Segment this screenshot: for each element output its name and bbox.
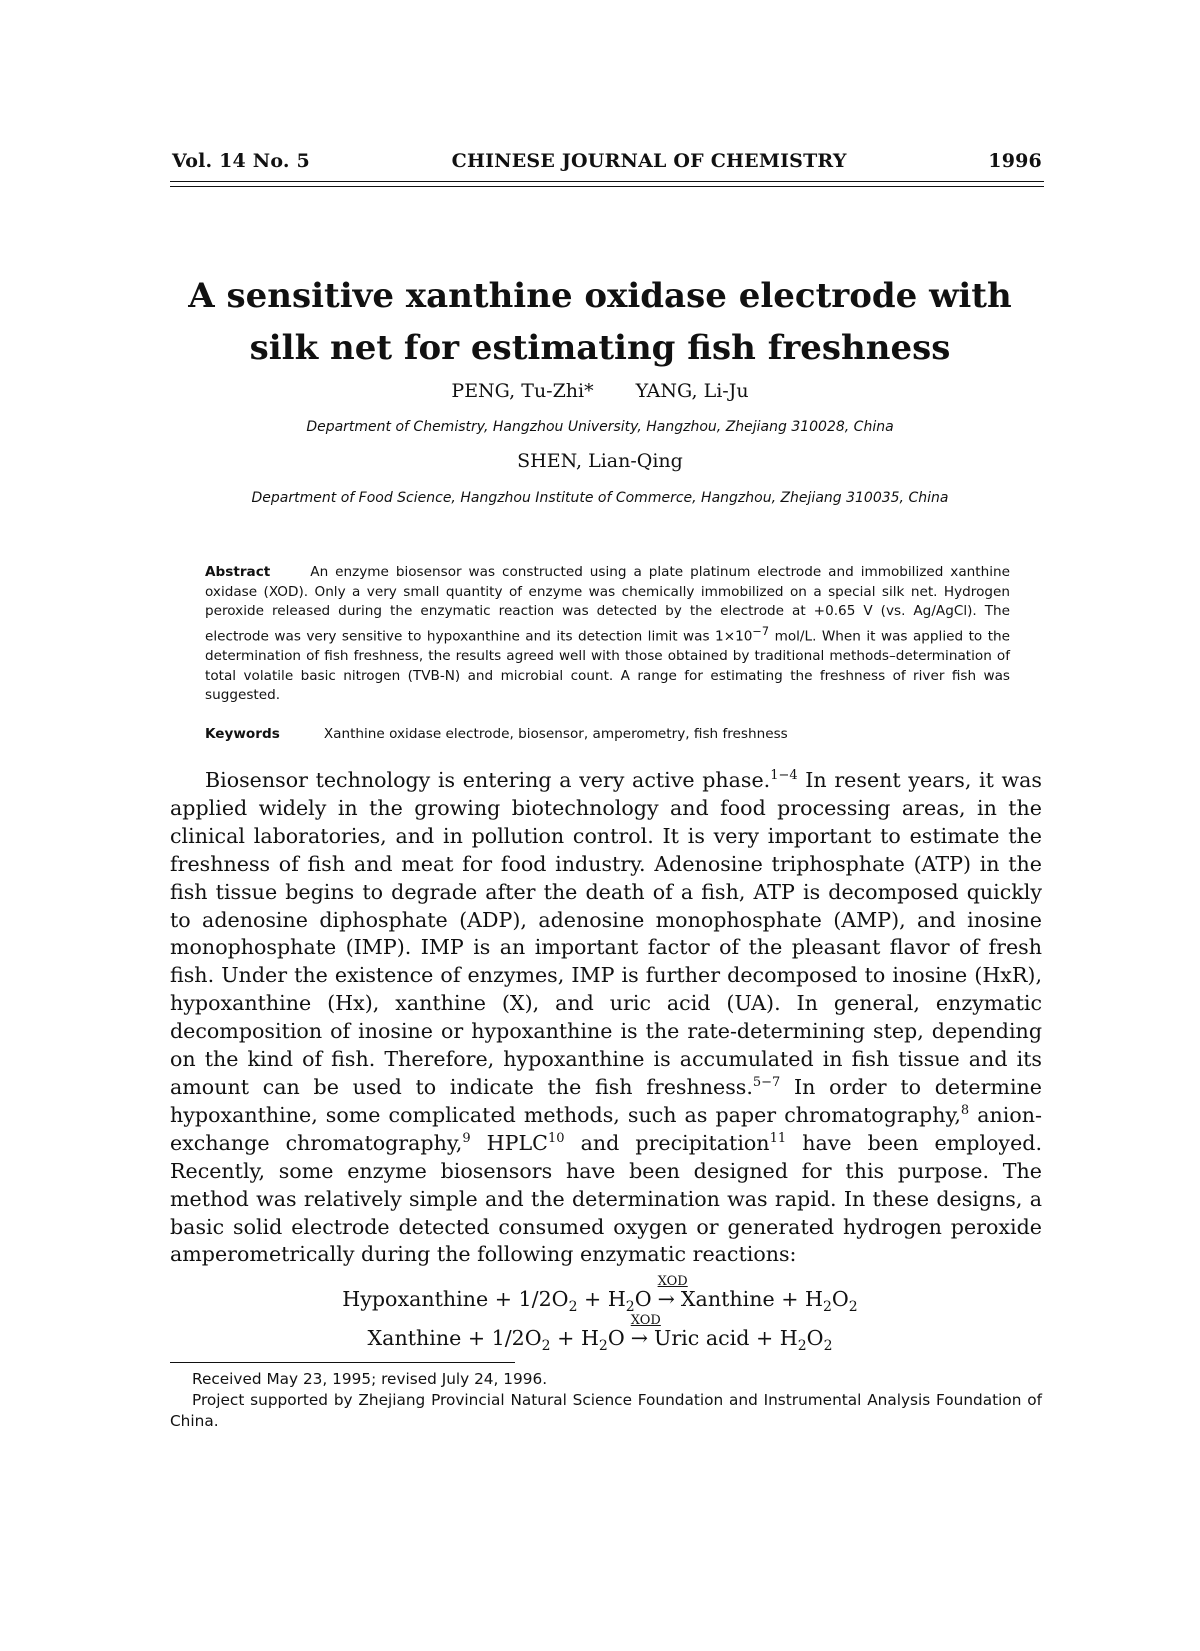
volume-info: Vol. 14 No. 5	[172, 150, 310, 172]
author-peng: PENG, Tu-Zhi*	[451, 380, 594, 402]
author-yang: YANG, Li-Ju	[635, 380, 749, 402]
body-paragraph: Biosensor technology is entering a very active phase.$^{1-4}$ In resent years, it was applied widely in the growing biotechnology and food processing areas, in the clinical laboratories, and in pollution control. It is very important to estimate the freshness of fish and meat for food industry. Adenosine triphosphate (ATP) in the fish tissue begins to degrade after the death of a fish, ATP is decomposed quickly to adenosine diphosphate (ADP), adenosine monophosphate (AMP), and inosine monophosphate (IMP). IMP is an important factor of the pleasant flavor of fresh fish. Under the existence of enzymes, IMP is further decomposed to inosine (HxR), hypoxanthine (Hx), xanthine (X), and uric acid (UA). In general, enzymatic decomposition of inosine or hypoxanthine is the rate-determining step, depending on the kind of fish. Therefore, hypoxanthine is accumulated in fish tissue and its amount can be used to indicate the fish freshness.$^{5-7}$ In order to determine hypoxanthine, some complicated methods, such as paper chromatography,$^8$ anion-exchange chromatography,$^9$ HPLC$^{10}$ and precipitation$^{11}$ have been employed. Recently, some enzyme biosensors have been designed for this purpose. The method was relatively simple and the determination was rapid. In these designs, a basic solid electrode detected consumed oxygen or generated hydrogen peroxide amperometrically during the following enzymatic reactions:	[170, 768, 1042, 1267]
equation-xanthine: Xanthine + $1/2O_2 + H_2O$ XOD → Uric acid + $H_2O_2$	[367, 1313, 833, 1355]
header-rule-top	[170, 181, 1044, 182]
equation-hypoxanthine: Hypoxanthine + $1/2O_2 + H_2O$ XOD → Xanthine + $H_2O_2$	[342, 1274, 858, 1316]
keywords-text: Xanthine oxidase electrode, biosensor, amperometry, fish freshness	[323, 726, 788, 742]
author-line-1	[0, 380, 1200, 402]
running-head	[172, 150, 1042, 172]
keywords-label: Keywords	[205, 726, 280, 742]
footnote-received: Received May 23, 1995; revised July 24, 1996.	[192, 1370, 548, 1388]
citation: 10	[547, 1130, 565, 1146]
journal-name: CHINESE JOURNAL OF CHEMISTRY	[451, 150, 847, 172]
footnote-rule	[170, 1362, 515, 1363]
abstract: Abstract An enzyme biosensor was constructed using a plate platinum electrode and immobilized xanthine oxidase (XOD). Only a very small quantity of enzyme was chemically immobilized on a special silk net. Hydrogen peroxide released during the enzymatic reaction was detected by the electrode at +0.65 V (vs. Ag/AgCl). The electrode was very sensitive to hypoxanthine and its detection limit was $1\times 10^{-7}$ mol/L. When it was applied to the determination of fish freshness, the results agreed well with those obtained by traditional methods–determination of total volatile basic nitrogen (TVB-N) and microbial count. A range for estimating the freshness of river fish was suggested.	[205, 564, 1011, 704]
affiliation-1: Department of Chemistry, Hangzhou University, Hangzhou, Zhejiang 310028, China	[306, 419, 894, 435]
footnotes	[170, 1369, 1042, 1432]
affiliation-2: Department of Food Science, Hangzhou Institute of Commerce, Hangzhou, Zhejiang 310035, China	[251, 490, 949, 506]
year: 1996	[988, 150, 1042, 172]
citation: 9	[462, 1130, 471, 1146]
header-rule-bottom	[170, 186, 1044, 187]
citation: 5−7	[752, 1075, 781, 1091]
reaction-arrow: XOD →	[630, 1313, 661, 1350]
keywords	[205, 726, 1010, 742]
citation: 1−4	[770, 768, 798, 784]
citation: 8	[960, 1103, 970, 1119]
abstract-label: Abstract	[205, 564, 271, 580]
footnote-project: Project supported by Zhejiang Provincial Natural Science Foundation and Instrumental Analysis Foundation of China.	[170, 1391, 1042, 1430]
paper-title: A sensitive xanthine oxidase electrode with silk net for estimating fish freshness	[188, 276, 1012, 368]
citation: 11	[769, 1130, 787, 1146]
reaction-arrow: XOD →	[657, 1274, 688, 1311]
author-line-2: SHEN, Lian-Qing	[517, 450, 683, 472]
